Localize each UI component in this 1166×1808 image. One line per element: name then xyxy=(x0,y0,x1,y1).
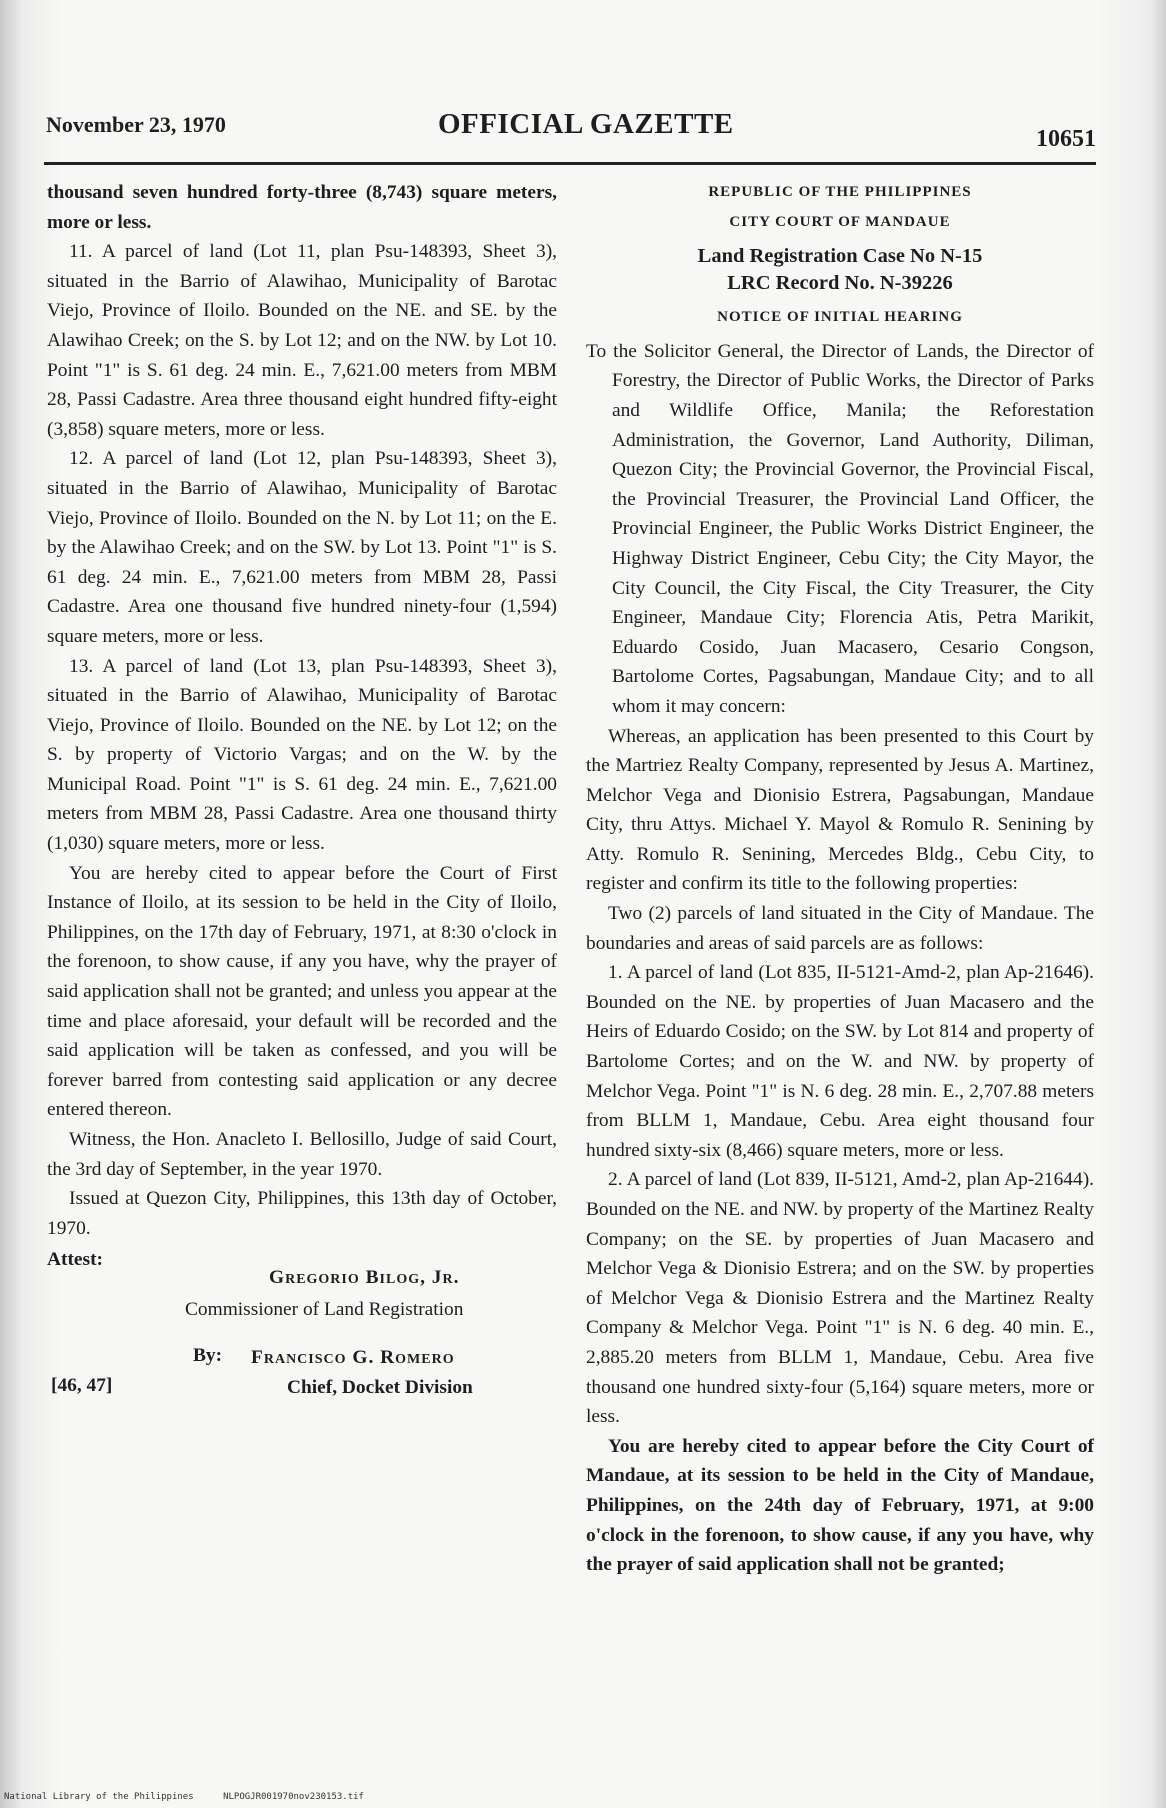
parcel-12-paragraph: 12. A parcel of land (Lot 12, plan Psu-148393, Sheet 3), situated in the Barrio of Alawihao, Municipality of Barotac Viejo, Province of Iloilo. Bounded on the N. by Lot 11; on the E. by the Alawihao Creek; and on the SW. by Lot 13. Point "1" is S. 61 deg. 24 min. E., 7,621.00 meters from MBM 28, Passi Cadastre. Area one thousand five hundred ninety-four (1,594) square meters, more or less. xyxy=(47,448,557,647)
page-number: 10651 xyxy=(1036,126,1096,152)
address-paragraph: To the Solicitor General, the Director of Lands, the Director of Forestry, the Director of Public Works, the Director of Parks and Wildlife Office, Manila; the Reforestation Administration, the Governor, Land Authority, Diliman, Quezon City; the Provincial Governor, the Provincial Fiscal, the Provincial Treasurer, the Provincial Land Officer, the Provincial Engineer, the Public Works District Engineer, the Highway District Engineer, Cebu City; the City Mayor, the City Council, the City Fiscal, the City Treasurer, the City Engineer, Mandaue City; Florencia Atis, Petra Marikit, Eduardo Cosido, Juan Macasero, Cesario Congson, Bartolome Cortes, Pagsabungan, Mandaue City; and to all whom it may concern: xyxy=(586,340,1094,717)
witness-paragraph: Witness, the Hon. Anacleto I. Bellosillo, Judge of said Court, the 3rd day of September, in the year 1970. xyxy=(47,1129,557,1180)
parcel-13-paragraph: 13. A parcel of land (Lot 13, plan Psu-148393, Sheet 3), situated in the Barrio of Alawihao, Municipality of Barotac Viejo, Province of Iloilo. Bounded on the NE. by Lot 12; on the S. by property of Victorio Vargas; and on the W. by the Municipal Road. Point "1" is S. 61 deg. 24 min. E., 7,621.00 meters from MBM 28, Passi Cadastre. Area one thousand thirty (1,030) square meters, more or less. xyxy=(47,655,557,855)
two-parcels-paragraph: Two (2) parcels of land situated in the City of Mandaue. The boundaries and areas of said parcels are as follows: xyxy=(586,903,1094,954)
parcel-11-paragraph: 11. A parcel of land (Lot 11, plan Psu-148393, Sheet 3), situated in the Barrio of Alawihao, Municipality of Barotac Viejo, Province of Iloilo. Bounded on the NE. and SE. by the Alawihao Creek; on the S. by Lot 12; and on the NW. by Lot 10. Point "1" is S. 61 deg. 24 min. E., 7,621.00 meters from MBM 28, Passi Cadastre. Area three thousand eight hundred fifty-eight (3,858) square meters, more or less. xyxy=(47,241,557,440)
city-court-citation: You are hereby cited to appear before the City Court of Mandaue, at its session to be held in the City of Mandaue, Philippines, on the 24th day of February, 1971, at 9:00 o'clock in the forenoon, to show cause, if any you have, why the prayer of said application shall not be granted; xyxy=(586,1435,1094,1576)
notice-title: NOTICE OF INITIAL HEARING xyxy=(717,309,963,326)
lrc-record: LRC Record No. N-39226 xyxy=(727,272,953,295)
library-credit: National Library of the Philippines xyxy=(4,1792,194,1802)
issue-date: November 23, 1970 xyxy=(46,112,226,137)
parcel-2-paragraph: 2. A parcel of land (Lot 839, II-5121, Amd-2, plan Ap-21644). Bounded on the NE. and NW. by property of the Martinez Realty Company; on the SE. by properties of Juan Macasero and Melchor Vega & Dionisio Estrera; and on the SW. by properties of Melchor Vega & Dionisio Estrera and the Martinez Realty Company & Melchor Vega. Point "1" is N. 6 deg. 40 min. E., 2,885.20 meters from BLLM 1, Mandaue, Cebu. Area five thousand one hundred sixty-four (5,164) square meters, more or less. xyxy=(586,1169,1094,1428)
commissioner-name: Gregorio Bilog, Jr. xyxy=(269,1267,460,1289)
reference-number: [46, 47] xyxy=(51,1375,113,1397)
chief-name: Francisco G. Romero xyxy=(251,1347,455,1369)
parcel-1-paragraph: 1. A parcel of land (Lot 835, II-5121-Amd-2, plan Ap-21646). Bounded on the NE. by properties of Juan Macasero and the Heirs of Eduardo Cosido; on the SW. by Lot 814 and property of Bartolome Cortes; and on the W. and NW. by property of Melchor Vega. Point "1" is N. 6 deg. 28 min. E., 2,707.88 meters from BLLM 1, Mandaue, Cebu. Area eight thousand four hundred sixty-six (8,466) square meters, more or less. xyxy=(586,962,1094,1161)
commissioner-title: Commissioner of Land Registration xyxy=(185,1299,464,1321)
citation-paragraph: You are hereby cited to appear before the Court of First Instance of Iloilo, at its session to be held in the City of Iloilo, Philippines, on the 17th day of February, 1971, at 8:30 o'clock in the forenoon, to show cause, if any you have, why the prayer of said application shall not be granted; and unless you appear at the time and place aforesaid, your default will be recorded and the said application will be taken as confessed, and you will be forever barred from contesting said application or any decree entered thereon. xyxy=(47,862,557,1121)
attest-label: Attest: xyxy=(47,1249,103,1271)
publication-title: OFFICIAL GAZETTE xyxy=(438,108,734,140)
republic-heading: REPUBLIC OF THE PHILIPPINES xyxy=(708,184,972,200)
case-number: Land Registration Case No N-15 xyxy=(697,245,983,268)
left-column xyxy=(47,178,557,1399)
header-rule xyxy=(44,162,1096,165)
right-column xyxy=(586,178,1094,1580)
scan-footer xyxy=(4,1792,388,1802)
file-name: NLPOGJR001970nov230153.tif xyxy=(223,1792,364,1802)
by-label: By: xyxy=(193,1345,223,1367)
court-heading: CITY COURT OF MANDAUE xyxy=(729,213,951,230)
whereas-paragraph: Whereas, an application has been presented to this Court by the Martriez Realty Company, represented by Jesus A. Martinez, Melchor Vega and Dionisio Estrera, Pagsabungan, Mandaue City, thru Attys. Michael Y. Mayol & Romulo R. Senining by Atty. Romulo R. Senining, Mercedes Bldg., Cebu City, to register and confirm its title to the following properties: xyxy=(586,725,1094,895)
issued-paragraph: Issued at Quezon City, Philippines, this 13th day of October, 1970. xyxy=(47,1188,557,1239)
continued-paragraph: thousand seven hundred forty-three (8,743) square meters, more or less. xyxy=(47,182,557,233)
signature-block xyxy=(47,1245,557,1399)
chief-title: Chief, Docket Division xyxy=(287,1377,473,1399)
